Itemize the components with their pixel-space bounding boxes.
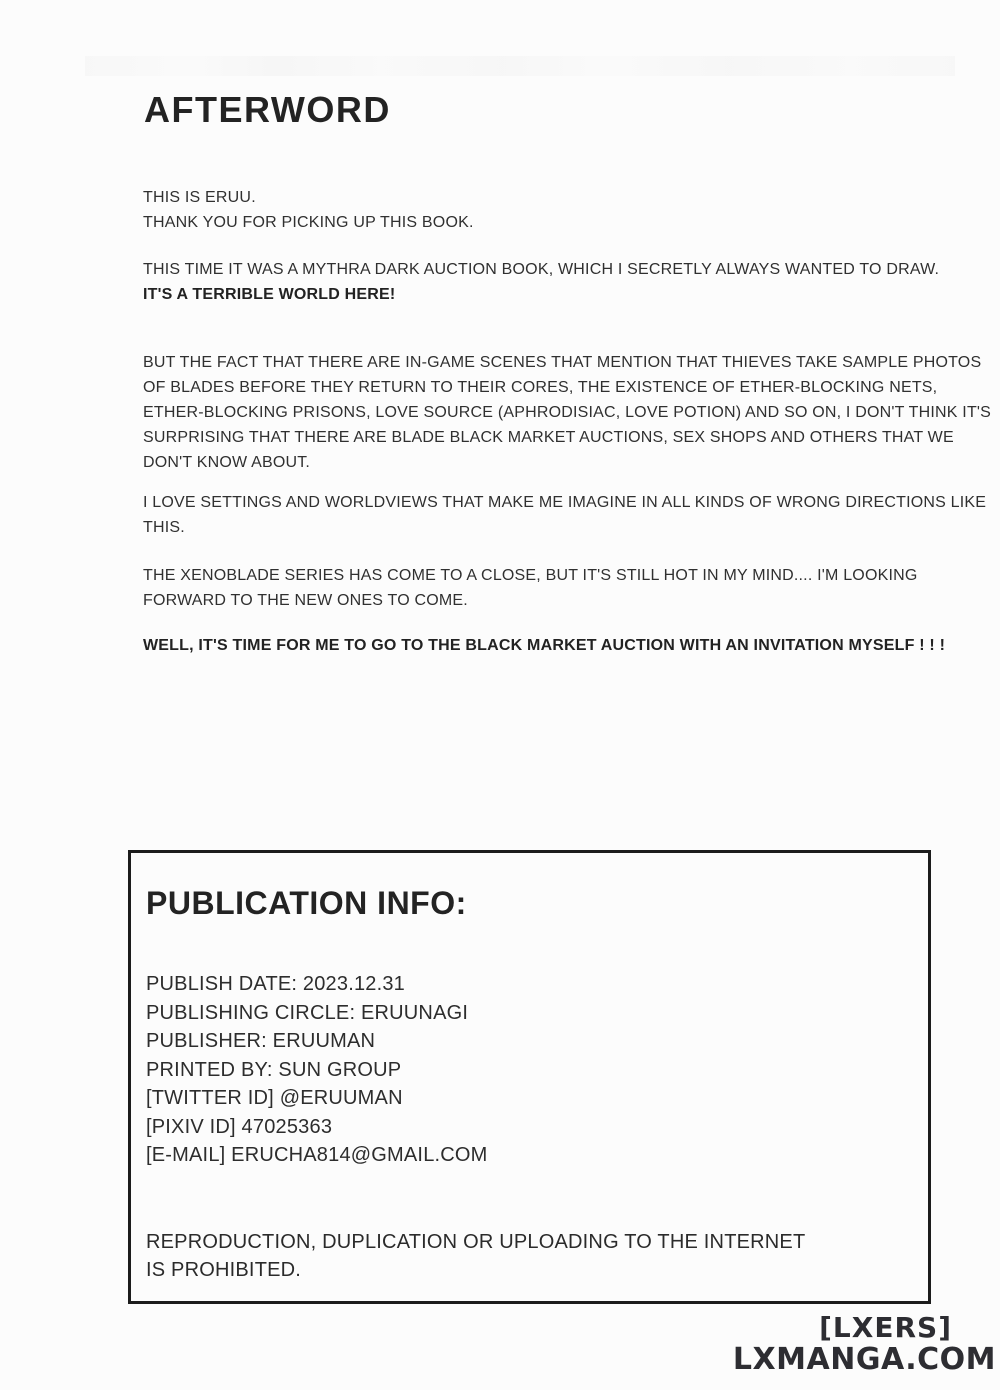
page-title: AFTERWORD: [144, 89, 391, 130]
publisher: PUBLISHER: ERUUMAN: [146, 1030, 376, 1052]
afterword-line: THIS IS ERUU.: [143, 189, 256, 206]
afterword-line: FORWARD TO THE NEW ONES TO COME.: [143, 592, 468, 609]
publication-info-list: [146, 970, 488, 1170]
email: [E-MAIL] ERUCHA814@GMAIL.COM: [146, 1144, 488, 1166]
scan-artifact-band: [85, 56, 955, 76]
afterword-line: BUT THE FACT THAT THERE ARE IN-GAME SCENES THAT MENTION THAT THIEVES TAKE SAMPLE PHOTOS: [143, 354, 982, 371]
afterword-line-emphasis: IT'S A TERRIBLE WORLD HERE!: [143, 286, 396, 303]
afterword-line: THIS TIME IT WAS A MYTHRA DARK AUCTION BOOK, WHICH I SECRETLY ALWAYS WANTED TO DRAW.: [143, 261, 940, 278]
notice-line: REPRODUCTION, DUPLICATION OR UPLOADING TO THE INTERNET: [146, 1231, 806, 1253]
publish-date: PUBLISH DATE: 2023.12.31: [146, 973, 406, 995]
twitter-id: [TWITTER ID] @ERUUMAN: [146, 1087, 403, 1109]
afterword-line: ETHER-BLOCKING PRISONS, LOVE SOURCE (APHRODISIAC, LOVE POTION) AND SO ON, I DON'T THINK IT'S: [143, 404, 992, 421]
paragraph-series: [143, 563, 953, 613]
paragraph-closing: [143, 633, 953, 658]
site-watermark: [733, 1312, 996, 1376]
reproduction-notice: [146, 1228, 805, 1284]
printed-by: PRINTED BY: SUN GROUP: [146, 1058, 402, 1081]
paragraph-theme: [143, 257, 953, 307]
afterword-line: OF BLADES BEFORE THEY RETURN TO THEIR CORES, THE EXISTENCE OF ETHER-BLOCKING NETS,: [143, 379, 938, 396]
afterword-line: THE XENOBLADE SERIES HAS COME TO A CLOSE, BUT IT'S STILL HOT IN MY MIND.... I'M LOOKING: [143, 567, 918, 584]
watermark-site-url: LXMANGA.COM: [732, 1342, 996, 1377]
paragraph-settings: [143, 490, 987, 540]
afterword-line: THANK YOU FOR PICKING UP THIS BOOK.: [143, 214, 474, 231]
watermark-group-tag: [LXERS]: [819, 1311, 952, 1344]
afterword-line: THIS.: [143, 519, 185, 536]
afterword-line: SURPRISING THAT THERE ARE BLADE BLACK MARKET AUCTIONS, SEX SHOPS AND OTHERS THAT WE: [143, 429, 954, 446]
afterword-line: I LOVE SETTINGS AND WORLDVIEWS THAT MAKE ME IMAGINE IN ALL KINDS OF WRONG DIRECTIONS LIKE: [143, 494, 987, 511]
afterword-line: DON'T KNOW ABOUT.: [143, 454, 311, 471]
afterword-line-emphasis: WELL, IT'S TIME FOR ME TO GO TO THE BLACK MARKET AUCTION WITH AN INVITATION MYSELF ! ! !: [143, 637, 946, 654]
publishing-circle: PUBLISHING CIRCLE: ERUUNAGI: [146, 1001, 469, 1024]
publication-info-heading: PUBLICATION INFO:: [146, 885, 467, 921]
notice-line: IS PROHIBITED.: [146, 1259, 302, 1281]
pixiv-id: [PIXIV ID] 47025363: [146, 1115, 333, 1138]
paragraph-lore: [143, 350, 992, 475]
publication-info-box: [128, 850, 931, 1304]
paragraph-greeting: [143, 185, 953, 235]
